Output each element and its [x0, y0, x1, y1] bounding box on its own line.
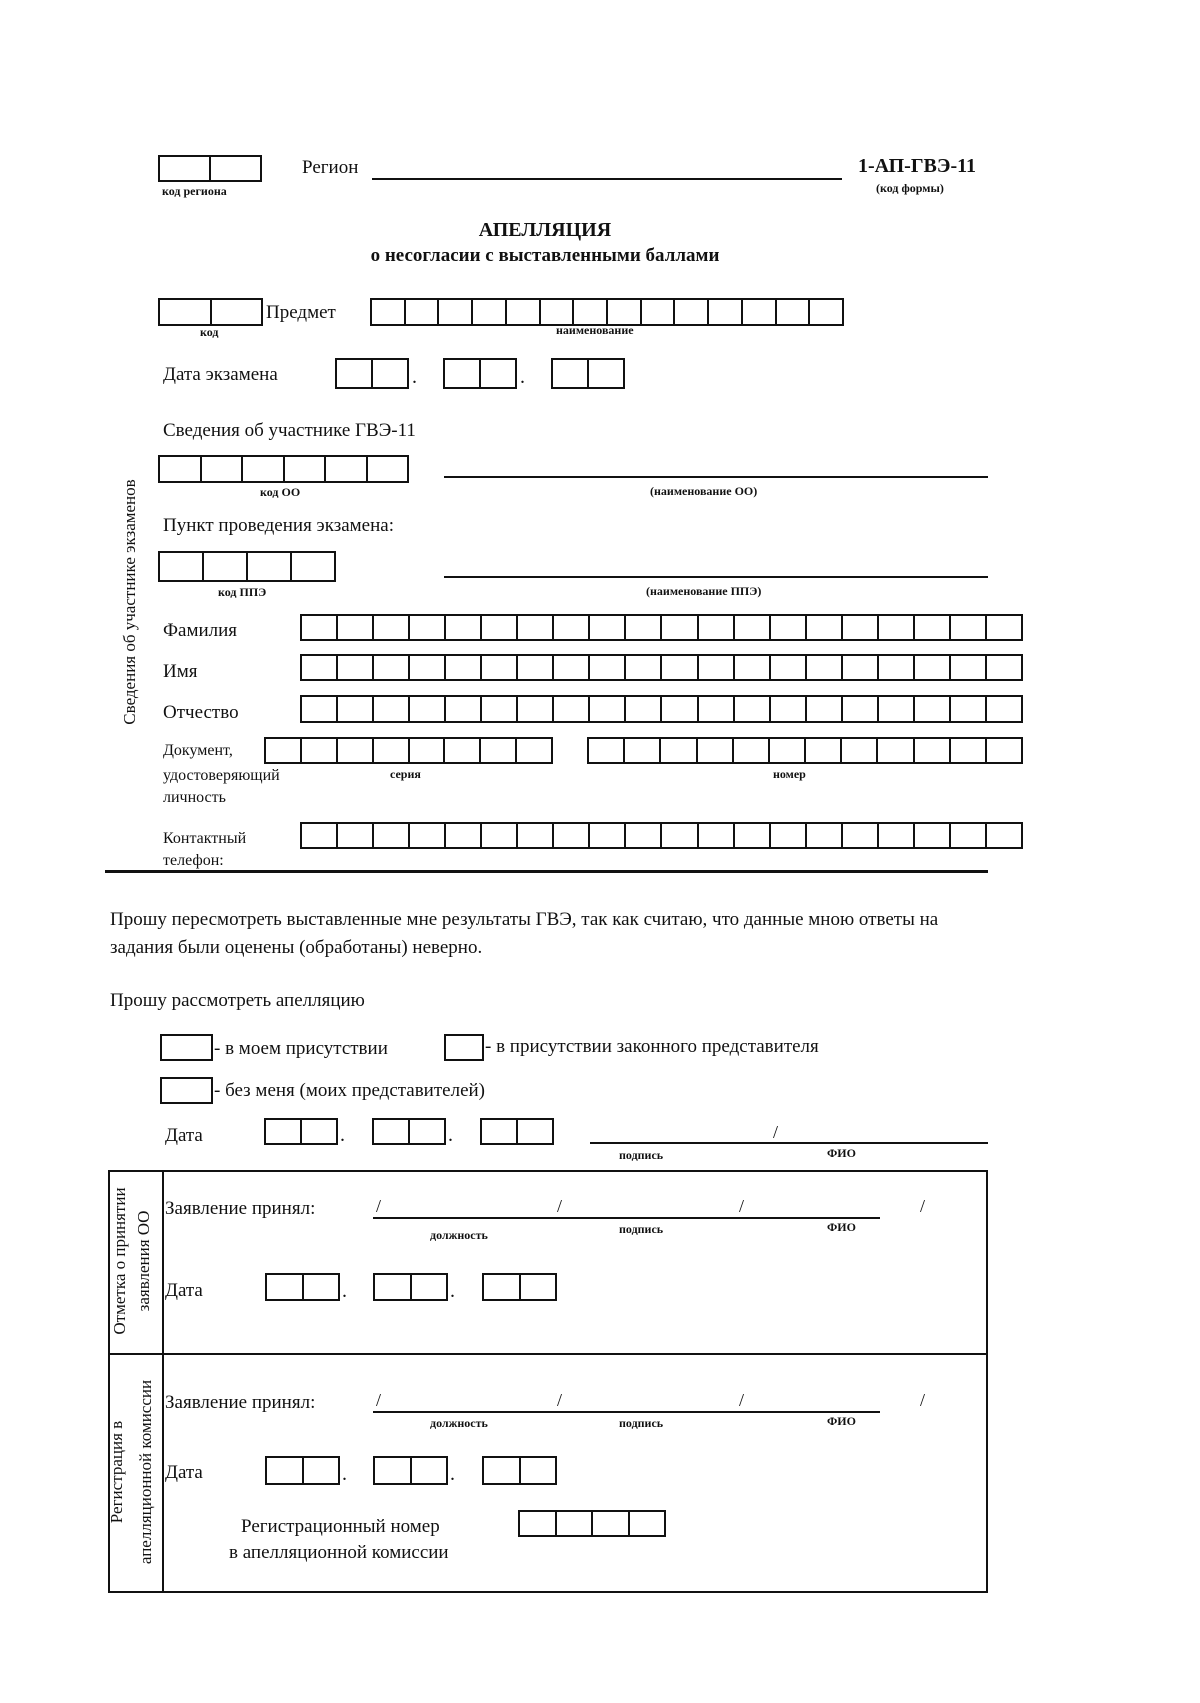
registration-number-cells[interactable] [518, 1510, 666, 1537]
option-without-checkbox[interactable] [160, 1077, 213, 1104]
registration-date-label: Дата [165, 1462, 203, 1483]
document-number-cells[interactable] [587, 737, 1023, 764]
acceptance-slash-3: / [739, 1196, 745, 1216]
acceptance-date-sep-1: . [342, 1280, 347, 1302]
name-cells[interactable] [300, 654, 1023, 681]
option-without-label: - без меня (моих представителей) [214, 1080, 486, 1101]
ppe-code-caption: код ППЭ [218, 585, 267, 599]
acceptance-sign-caption: подпись [619, 1222, 664, 1236]
region-code-caption: код региона [162, 184, 227, 198]
request-text-line2: задания были оценены (обработаны) неверно. [110, 937, 483, 958]
request-date-month[interactable] [372, 1118, 446, 1145]
acceptance-date-year[interactable] [482, 1273, 557, 1301]
region-label: Регион [302, 157, 359, 178]
request-sign-caption: подпись [619, 1148, 664, 1162]
registration-number-label-1: Регистрационный номер [241, 1516, 440, 1537]
request-date-sep-1: . [340, 1124, 345, 1146]
document-label-2: удостоверяющий [163, 767, 280, 784]
request-text-line1: Прошу пересмотреть выставленные мне результаты ГВЭ, так как считаю, что данные мною ответы на [110, 909, 939, 930]
acceptance-slash-4: / [920, 1196, 926, 1216]
request-fio-caption: ФИО [827, 1146, 856, 1160]
registration-side-label-1: Регистрация в [107, 1420, 126, 1524]
option-present-label: - в моем присутствии [214, 1038, 388, 1059]
registration-slash-1: / [376, 1390, 382, 1410]
registration-date-sep-1: . [342, 1463, 347, 1485]
document-series-caption: серия [390, 767, 421, 781]
exam-date-sep-1: . [412, 366, 417, 388]
acceptance-side-label-2: заявления ОО [134, 1210, 153, 1312]
registration-number-label-2: в апелляционной комиссии [229, 1542, 449, 1563]
registration-slash-3: / [739, 1390, 745, 1410]
option-representative-checkbox[interactable] [444, 1034, 484, 1061]
registration-signature-line[interactable] [373, 1411, 880, 1413]
acceptance-slash-2: / [557, 1196, 563, 1216]
registration-slash-4: / [920, 1390, 926, 1410]
form-code: 1-АП-ГВЭ-11 [858, 155, 977, 177]
phone-label-2: телефон: [163, 852, 224, 869]
exam-date-year[interactable] [551, 358, 625, 389]
acceptance-accepted-label: Заявление принял: [165, 1198, 316, 1219]
request-consider: Прошу рассмотреть апелляцию [110, 990, 365, 1011]
acceptance-date-day[interactable] [265, 1273, 340, 1301]
ppe-name-caption: (наименование ППЭ) [646, 584, 762, 598]
surname-cells[interactable] [300, 614, 1023, 641]
official-side-divider [162, 1170, 164, 1593]
ppe-code-cells[interactable] [158, 551, 336, 582]
oo-name-caption: (наименование ОО) [650, 484, 758, 498]
oo-name-line[interactable] [444, 476, 988, 478]
document-label-1: Документ, [163, 742, 233, 759]
request-date-day[interactable] [264, 1118, 338, 1145]
document-series-cells[interactable] [264, 737, 553, 764]
acceptance-position-caption: должность [430, 1228, 488, 1242]
exam-date-label: Дата экзамена [163, 364, 278, 385]
acceptance-date-label: Дата [165, 1280, 203, 1301]
participant-side-label: Сведения об участнике экзаменов [120, 479, 139, 725]
option-representative-label: - в присутствии законного представителя [485, 1036, 819, 1057]
surname-label: Фамилия [163, 620, 238, 641]
acceptance-side-label-1: Отметка о принятии [110, 1187, 129, 1335]
ppe-title: Пункт проведения экзамена: [163, 515, 394, 536]
form-code-caption: (код формы) [876, 181, 944, 195]
exam-date-sep-2: . [520, 366, 525, 388]
registration-fio-caption: ФИО [827, 1414, 856, 1428]
request-signature-line[interactable] [590, 1142, 988, 1144]
ppe-name-line[interactable] [444, 576, 988, 578]
official-section-divider [108, 1353, 988, 1355]
registration-date-month[interactable] [373, 1456, 448, 1485]
subject-name-caption: наименование [556, 323, 634, 337]
subject-code-cells[interactable] [158, 298, 263, 326]
registration-sign-caption: подпись [619, 1416, 664, 1430]
acceptance-date-sep-2: . [450, 1280, 455, 1302]
title-main: АПЕЛЛЯЦИЯ [478, 219, 612, 241]
request-date-sep-2: . [448, 1124, 453, 1146]
registration-accepted-label: Заявление принял: [165, 1392, 316, 1413]
acceptance-date-month[interactable] [373, 1273, 448, 1301]
acceptance-slash-1: / [376, 1196, 382, 1216]
request-slash: / [773, 1122, 779, 1142]
request-date-label: Дата [165, 1125, 203, 1146]
patronymic-cells[interactable] [300, 695, 1023, 723]
phone-cells[interactable] [300, 822, 1023, 849]
acceptance-signature-line[interactable] [373, 1217, 880, 1219]
patronymic-label: Отчество [163, 702, 239, 723]
subject-name-cells[interactable] [370, 298, 844, 326]
registration-slash-2: / [557, 1390, 563, 1410]
phone-label-1: Контактный [163, 830, 247, 847]
subject-code-caption: код [200, 325, 219, 339]
title-sub: о несогласии с выставленными баллами [370, 245, 720, 266]
participant-section-title: Сведения об участнике ГВЭ-11 [163, 420, 416, 441]
registration-position-caption: должность [430, 1416, 488, 1430]
subject-label: Предмет [266, 302, 336, 323]
oo-code-caption: код ОО [260, 485, 301, 499]
exam-date-month[interactable] [443, 358, 517, 389]
registration-date-sep-2: . [450, 1463, 455, 1485]
acceptance-fio-caption: ФИО [827, 1220, 856, 1234]
option-present-checkbox[interactable] [160, 1034, 213, 1061]
region-code-cells[interactable] [158, 155, 262, 182]
name-label: Имя [163, 661, 198, 682]
document-number-caption: номер [773, 767, 806, 781]
exam-date-day[interactable] [335, 358, 409, 389]
region-line[interactable] [372, 178, 842, 180]
participant-section-rule [105, 870, 988, 873]
document-label-3: личность [163, 789, 226, 806]
registration-date-year[interactable] [482, 1456, 557, 1485]
oo-code-cells[interactable] [158, 455, 409, 483]
registration-date-day[interactable] [265, 1456, 340, 1485]
request-date-year[interactable] [480, 1118, 554, 1145]
registration-side-label-2: апелляционной комиссии [136, 1379, 155, 1565]
